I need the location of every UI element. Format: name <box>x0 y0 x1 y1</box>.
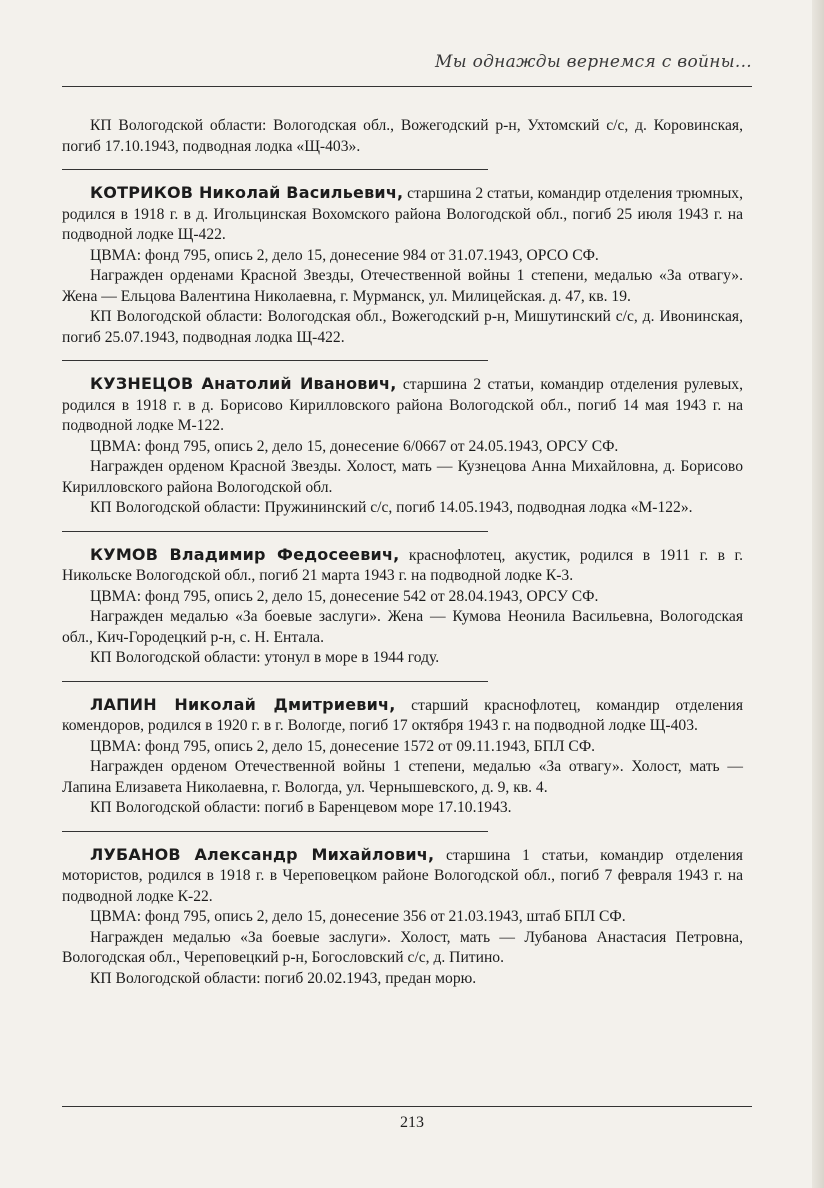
entry-intro <box>62 695 743 737</box>
awards-family: Награжден медалью «За боевые заслуги». Холост, мать — Лубанова Анастасия Петровна, Вологодская обл., Череповецкий р-н, Богословский с/с, д. Питино. <box>62 928 743 966</box>
entry-intro-text: старшина 1 статьи, командир отделения мотористов, родился в 1918 г. в Череповецком районе Вологодской обл., погиб 7 февраля 1943 г. на подводной лодке К-22. <box>62 846 743 905</box>
entry-intro-text: старшина 2 статьи, командир отделения рулевых, родился в 1918 г. в д. Борисово Кирилловского района Вологодской обл., погиб 14 мая 1943 г. на подводной лодке М-122. <box>62 376 744 434</box>
entry-intro-text: старший краснофлотец, командир отделения комендоров, родился в 1920 г. в г. Вологде, погиб 17 октября 1943 г. на подводной лодке Щ-403. <box>62 696 743 734</box>
archive-reference: ЦВМА: фонд 795, опись 2, дело 15, донесение 6/0667 от 24.05.1943, ОРСУ СФ. <box>90 437 619 455</box>
footer-rule <box>62 1106 752 1107</box>
regional-record: КП Вологодской области: погиб 20.02.1943, предан морю. <box>90 969 477 987</box>
entry-kumov <box>62 545 743 669</box>
archive-reference: ЦВМА: фонд 795, опись 2, дело 15, донесение 356 от 21.03.1943, штаб БПЛ СФ. <box>90 908 626 925</box>
running-header: Мы однажды вернемся с войны... <box>435 52 752 72</box>
person-name: КОТРИКОВ Николай Васильевич, <box>90 183 404 202</box>
entry-intro <box>62 183 743 246</box>
page-body <box>62 116 743 989</box>
person-name: КУМОВ Владимир Федосеевич, <box>90 544 400 564</box>
entry-intro <box>62 545 743 587</box>
entry-separator <box>62 169 488 170</box>
entry-separator <box>62 831 488 832</box>
regional-record: КП Вологодской области: Вологодская обл., Вожегодский р-н, Мишутинский с/с, д. Ивонинская, погиб 25.07.1943, подводная лодка Щ-422. <box>62 308 743 346</box>
regional-record: КП Вологодской области: утонул в море в 1944 году. <box>90 649 440 666</box>
entry-separator <box>62 360 488 361</box>
regional-record: КП Вологодской области: погиб в Баренцевом море 17.10.1943. <box>90 799 512 816</box>
page-number: 213 <box>400 1114 424 1131</box>
regional-record: КП Вологодской области: Пружининский с/с, погиб 14.05.1943, подводная лодка «М-122». <box>90 499 693 516</box>
archive-reference: ЦВМА: фонд 795, опись 2, дело 15, донесение 984 от 31.07.1943, ОРСО СФ. <box>90 246 599 264</box>
top-fragment-entry <box>62 116 743 157</box>
awards-family: Награжден орденом Отечественной войны 1 степени, медалью «За отвагу». Холост, мать — Лапина Елизавета Николаевна, г. Вологда, ул. Чернышевского, д. 9, кв. 4. <box>62 758 743 796</box>
entry-intro <box>62 845 743 908</box>
person-name: ЛУБАНОВ Александр Михайлович, <box>90 844 435 864</box>
entry-separator <box>62 531 488 532</box>
awards-family: Награжден орденом Красной Звезды. Холост, мать — Кузнецова Анна Михайловна, д. Борисово Кирилловского района Вологодской обл. <box>62 458 743 496</box>
entry-intro <box>62 374 743 437</box>
person-name: ЛАПИН Николай Дмитриевич, <box>90 694 396 714</box>
entry-intro-text: старшина 2 статьи, командир отделения трюмных, родился в 1918 г. в д. Игольцинская Вохомского района Вологодской обл., погиб 25 июля 1943 г. на подводной лодке Щ-422. <box>62 185 743 243</box>
awards-family: Награжден орденами Красной Звезды, Отечественной войны 1 степени, медалью «За отвагу». Жена — Ельцова Валентина Николаевна, г. Мурманск, ул. Милицейская. д. 47, кв. 19. <box>62 267 743 305</box>
entry-lapin <box>62 695 743 819</box>
entry-lubanov <box>62 845 743 990</box>
archive-reference: ЦВМА: фонд 795, опись 2, дело 15, донесение 1572 от 09.11.1943, БПЛ СФ. <box>90 737 596 755</box>
header-rule <box>62 86 752 87</box>
person-name: КУЗНЕЦОВ Анатолий Иванович, <box>90 374 397 393</box>
page-edge <box>812 0 824 1188</box>
entry-kuznetsov <box>62 374 743 519</box>
entry-kotrikov <box>62 183 743 348</box>
entry-intro-text: краснофлотец, акустик, родился в 1911 г. в г. Никольске Вологодской обл., погиб 21 марта 1943 г. на подводной лодке К-3. <box>62 546 743 584</box>
entry-separator <box>62 681 488 682</box>
top-fragment: КП Вологодской области: Вологодская обл., Вожегодский р-н, Ухтомский с/с, д. Коровинская, погиб 17.10.1943, подводная лодка «Щ-403». <box>62 117 743 155</box>
awards-family: Награжден медалью «За боевые заслуги». Жена — Кумова Неонила Васильевна, Вологодская обл., Кич-Городецкий р-н, с. Н. Ентала. <box>62 608 743 646</box>
archive-reference: ЦВМА: фонд 795, опись 2, дело 15, донесение 542 от 28.04.1943, ОРСУ СФ. <box>90 587 599 605</box>
